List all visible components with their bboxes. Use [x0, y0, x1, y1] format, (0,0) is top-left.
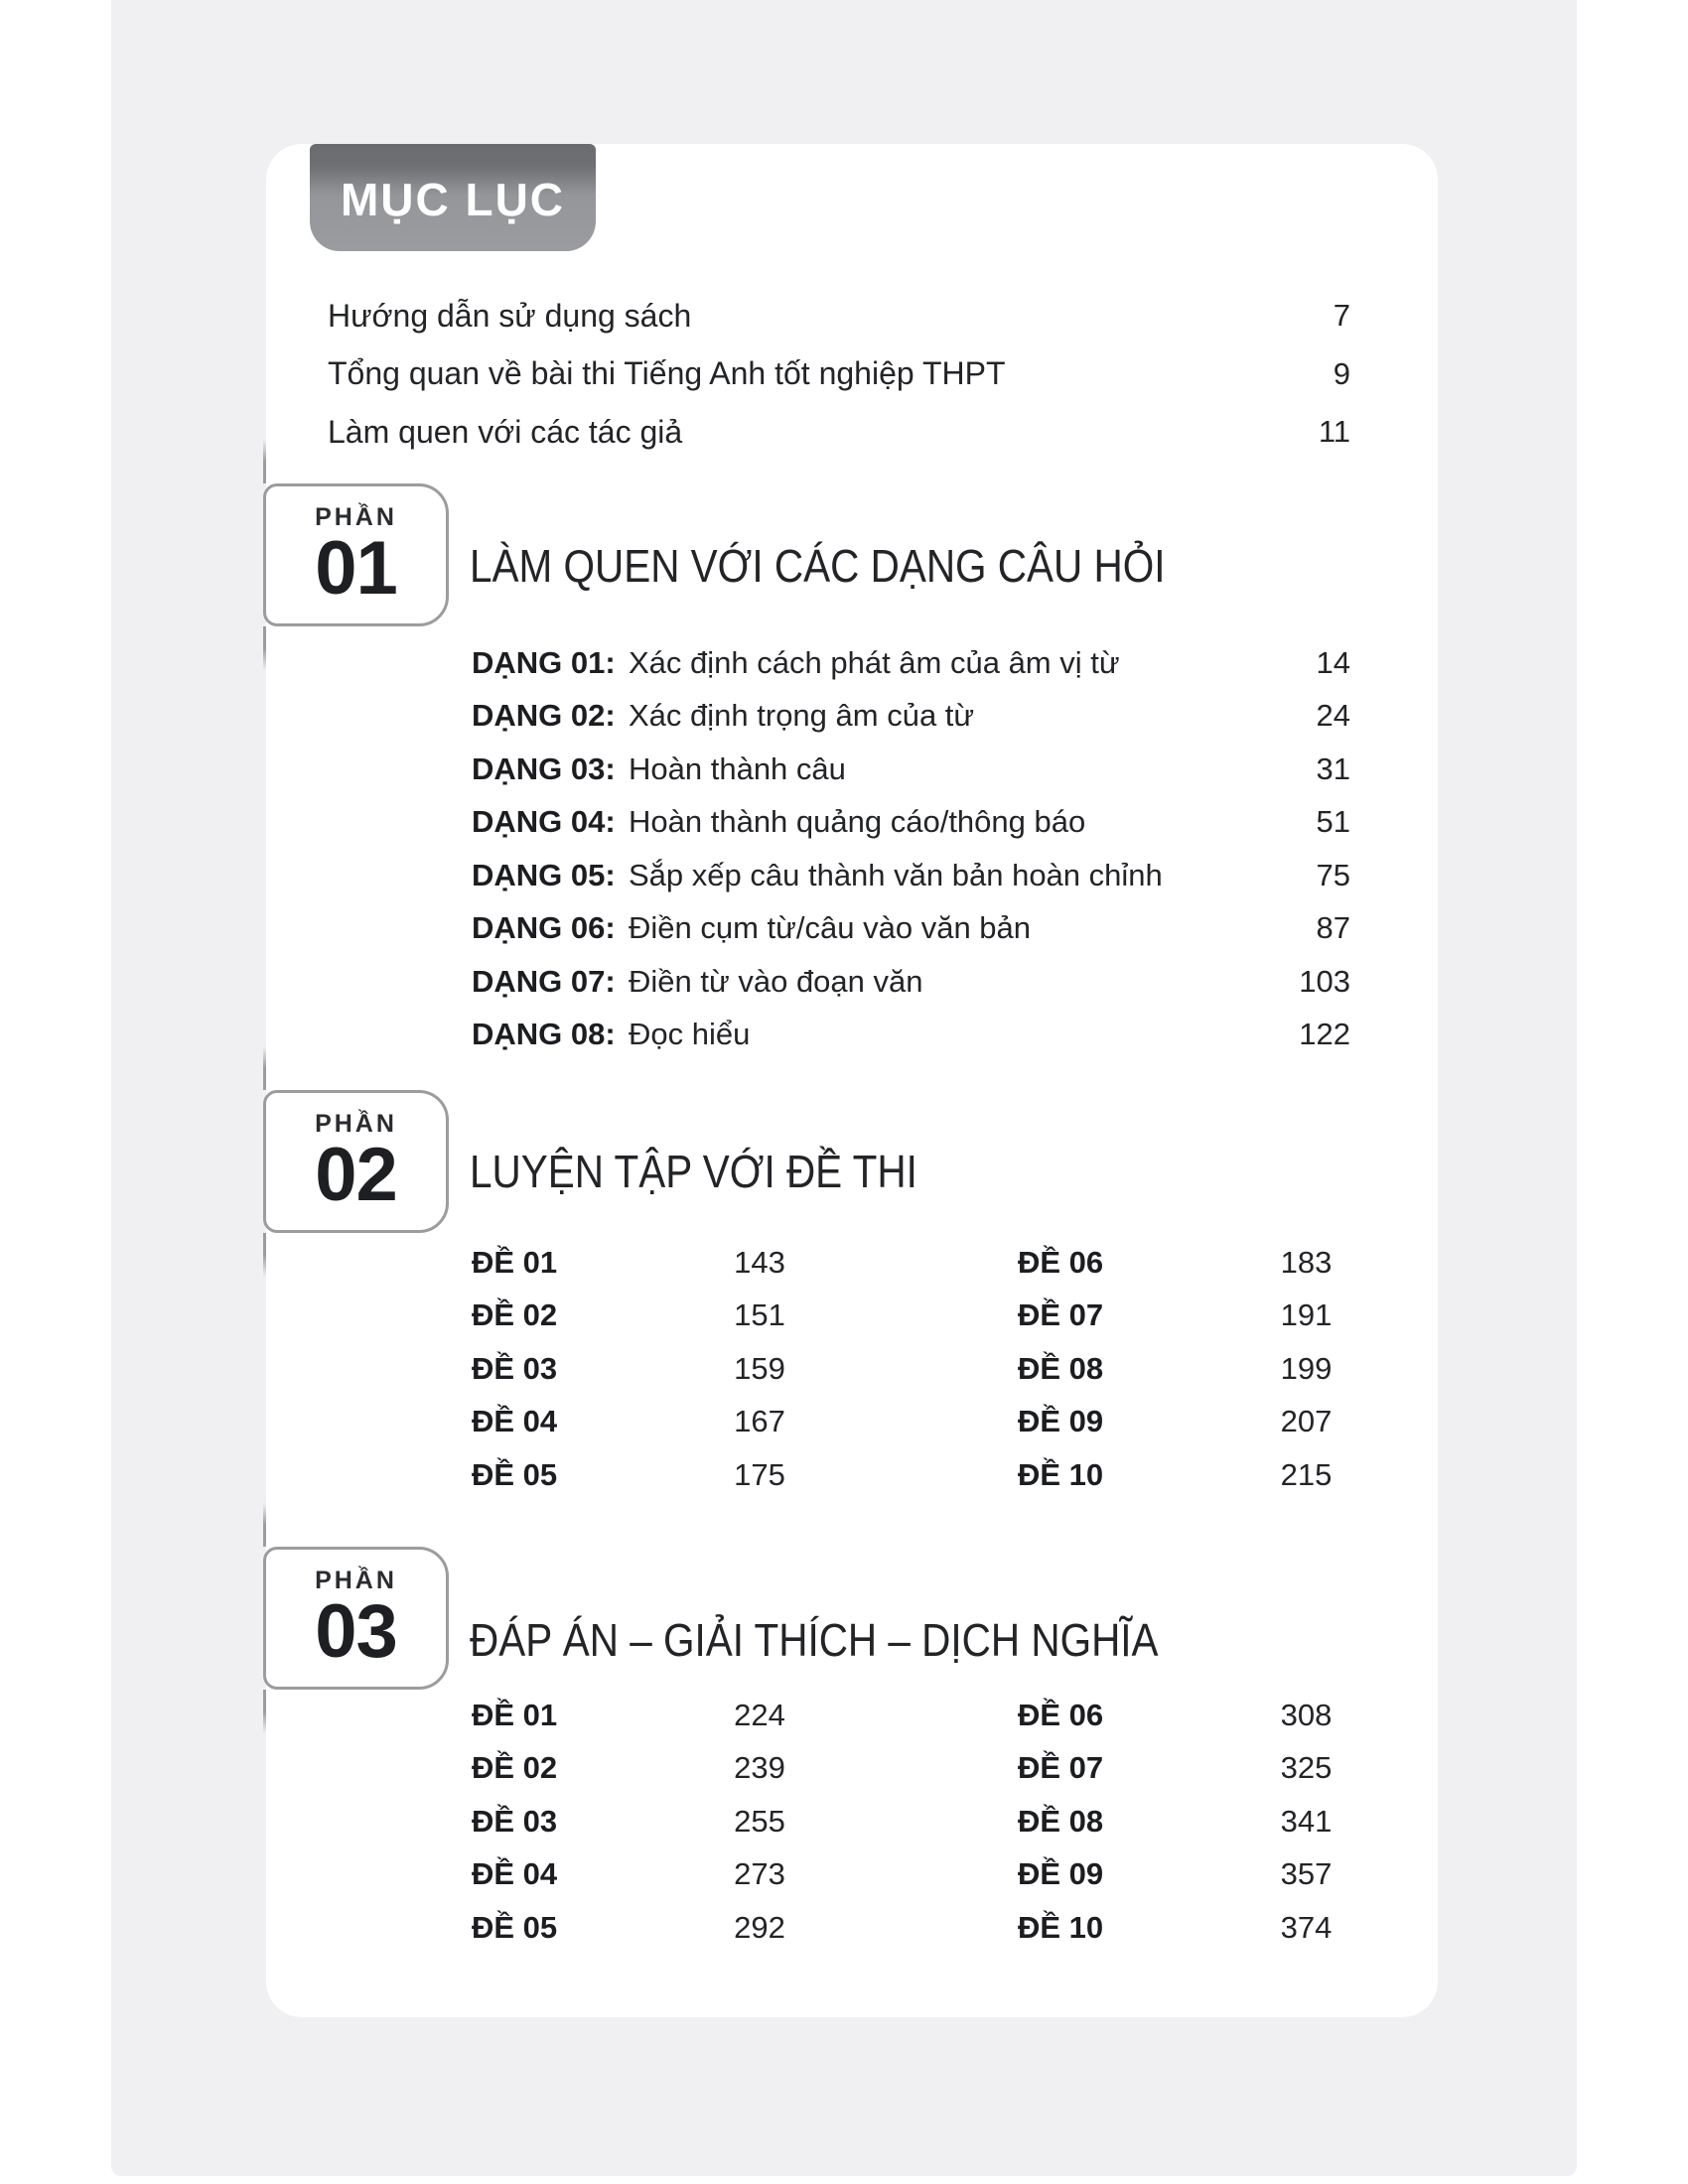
entry-page: 31 — [1316, 751, 1350, 786]
test-page: 292 — [734, 1909, 785, 1945]
part-tab-02 — [263, 1090, 449, 1233]
test-page: 273 — [734, 1856, 785, 1892]
test-label: ĐỀ 08 — [1018, 1803, 1104, 1839]
test-page: 151 — [734, 1297, 785, 1333]
table-row — [472, 1689, 1350, 1742]
test-page: 199 — [1280, 1350, 1333, 1386]
entry-page: 75 — [1316, 857, 1350, 892]
practice-tests-table — [472, 1236, 1350, 1502]
entry-desc: Sắp xếp câu thành văn bản hoàn chỉnh — [629, 857, 1163, 892]
test-label: ĐỀ 10 — [1018, 1909, 1104, 1945]
entry-desc: Xác định cách phát âm của âm vị từ — [629, 644, 1120, 680]
part-number: 03 — [315, 1589, 397, 1675]
section-title-01: LÀM QUEN VỚI CÁC DẠNG CÂU HỎI — [470, 540, 1166, 592]
entry-desc: Điền cụm từ/câu vào văn bản — [629, 910, 1032, 946]
test-page: 167 — [734, 1404, 785, 1439]
test-page: 224 — [734, 1697, 785, 1732]
entry-page: 14 — [1316, 644, 1350, 680]
test-page: 255 — [734, 1803, 785, 1839]
entry-type-label: DẠNG 03: — [472, 751, 616, 786]
test-label: ĐỀ 04 — [472, 1404, 558, 1439]
part-label: PHẦN — [315, 503, 397, 532]
test-label: ĐỀ 08 — [1018, 1350, 1104, 1386]
table-row — [472, 1795, 1350, 1848]
test-page: 183 — [1280, 1244, 1333, 1280]
entry-page: 24 — [1316, 698, 1350, 734]
test-page: 374 — [1280, 1909, 1333, 1945]
test-page: 308 — [1280, 1697, 1333, 1732]
question-type-list — [472, 636, 1350, 1061]
toc-entry — [472, 743, 1350, 796]
entry-desc: Hoàn thành câu — [629, 751, 846, 786]
toc-card — [266, 144, 1438, 2017]
entry-desc: Điền từ vào đoạn văn — [629, 963, 923, 999]
test-label: ĐỀ 10 — [1018, 1456, 1104, 1492]
test-label: ĐỀ 04 — [472, 1856, 558, 1892]
entry-type-label: DẠNG 06: — [472, 910, 616, 946]
test-label: ĐỀ 03 — [472, 1350, 558, 1386]
part-label: PHẦN — [315, 1110, 397, 1139]
entry-type-label: DẠNG 05: — [472, 857, 616, 892]
page-title: MỤC LỤC — [340, 174, 566, 225]
entry-type-label: DẠNG 08: — [472, 1017, 616, 1052]
toc-entry — [328, 403, 1350, 462]
entry-type-label: DẠNG 02: — [472, 698, 616, 734]
test-label: ĐỀ 03 — [472, 1803, 558, 1839]
toc-entry — [472, 796, 1350, 850]
intro-list — [328, 287, 1350, 462]
table-row — [472, 1290, 1350, 1343]
table-row — [472, 1342, 1350, 1396]
entry-page: 11 — [1318, 414, 1350, 450]
test-label: ĐỀ 09 — [1018, 1856, 1104, 1892]
toc-entry — [472, 1009, 1350, 1062]
answer-key-table — [472, 1689, 1350, 1955]
test-label: ĐỀ 02 — [472, 1297, 558, 1333]
test-label: ĐỀ 06 — [1018, 1244, 1104, 1280]
entry-page: 103 — [1299, 963, 1350, 999]
test-page: 215 — [1280, 1456, 1333, 1492]
table-row — [472, 1236, 1350, 1290]
part-number: 01 — [315, 526, 397, 612]
entry-desc: Đọc hiểu — [629, 1017, 751, 1052]
test-label: ĐỀ 07 — [1018, 1750, 1104, 1786]
entry-label: Làm quen với các tác giả — [328, 413, 683, 450]
entry-page: 87 — [1316, 910, 1350, 946]
entry-desc: Hoàn thành quảng cáo/thông báo — [629, 804, 1086, 840]
test-label: ĐỀ 05 — [472, 1909, 558, 1945]
toc-title-badge — [310, 144, 596, 251]
table-row — [472, 1848, 1350, 1902]
entry-type-label: DẠNG 07: — [472, 963, 616, 999]
test-page: 357 — [1280, 1856, 1333, 1892]
test-page: 159 — [734, 1350, 785, 1386]
test-page: 175 — [734, 1456, 785, 1492]
entry-page: 9 — [1333, 355, 1350, 391]
test-page: 207 — [1280, 1404, 1333, 1439]
test-page: 239 — [734, 1750, 785, 1786]
entry-page: 7 — [1333, 298, 1350, 334]
table-row — [472, 1396, 1350, 1449]
test-label: ĐỀ 09 — [1018, 1404, 1104, 1439]
toc-entry — [472, 902, 1350, 956]
entry-label: Hướng dẫn sử dụng sách — [328, 297, 692, 334]
table-row — [472, 1448, 1350, 1502]
toc-entry — [328, 287, 1350, 345]
toc-entry — [328, 345, 1350, 404]
entry-page: 51 — [1316, 804, 1350, 840]
toc-entry — [472, 690, 1350, 744]
test-label: ĐỀ 07 — [1018, 1297, 1104, 1333]
test-page: 341 — [1280, 1803, 1333, 1839]
part-tab-03 — [263, 1547, 449, 1690]
toc-entry — [472, 955, 1350, 1009]
toc-entry — [472, 849, 1350, 902]
test-label: ĐỀ 02 — [472, 1750, 558, 1786]
entry-desc: Xác định trọng âm của từ — [629, 698, 975, 734]
table-row — [472, 1901, 1350, 1955]
section-title-02: LUYỆN TẬP VỚI ĐỀ THI — [470, 1146, 917, 1197]
test-page: 191 — [1280, 1297, 1333, 1333]
part-tab-01 — [263, 483, 449, 626]
part-label: PHẦN — [315, 1567, 397, 1595]
test-label: ĐỀ 05 — [472, 1456, 558, 1492]
test-page: 143 — [734, 1244, 785, 1280]
test-page: 325 — [1280, 1750, 1333, 1786]
entry-type-label: DẠNG 04: — [472, 804, 616, 840]
part-number: 02 — [315, 1133, 397, 1218]
section-title-03: ĐÁP ÁN – GIẢI THÍCH – DỊCH NGHĨA — [470, 1614, 1159, 1666]
entry-label: Tổng quan về bài thi Tiếng Anh tốt nghiệp THPT — [328, 355, 1006, 392]
test-label: ĐỀ 01 — [472, 1244, 558, 1280]
toc-entry — [472, 636, 1350, 690]
entry-page: 122 — [1299, 1017, 1350, 1052]
table-row — [472, 1742, 1350, 1796]
entry-type-label: DẠNG 01: — [472, 644, 616, 680]
test-label: ĐỀ 06 — [1018, 1697, 1104, 1732]
test-label: ĐỀ 01 — [472, 1697, 558, 1732]
